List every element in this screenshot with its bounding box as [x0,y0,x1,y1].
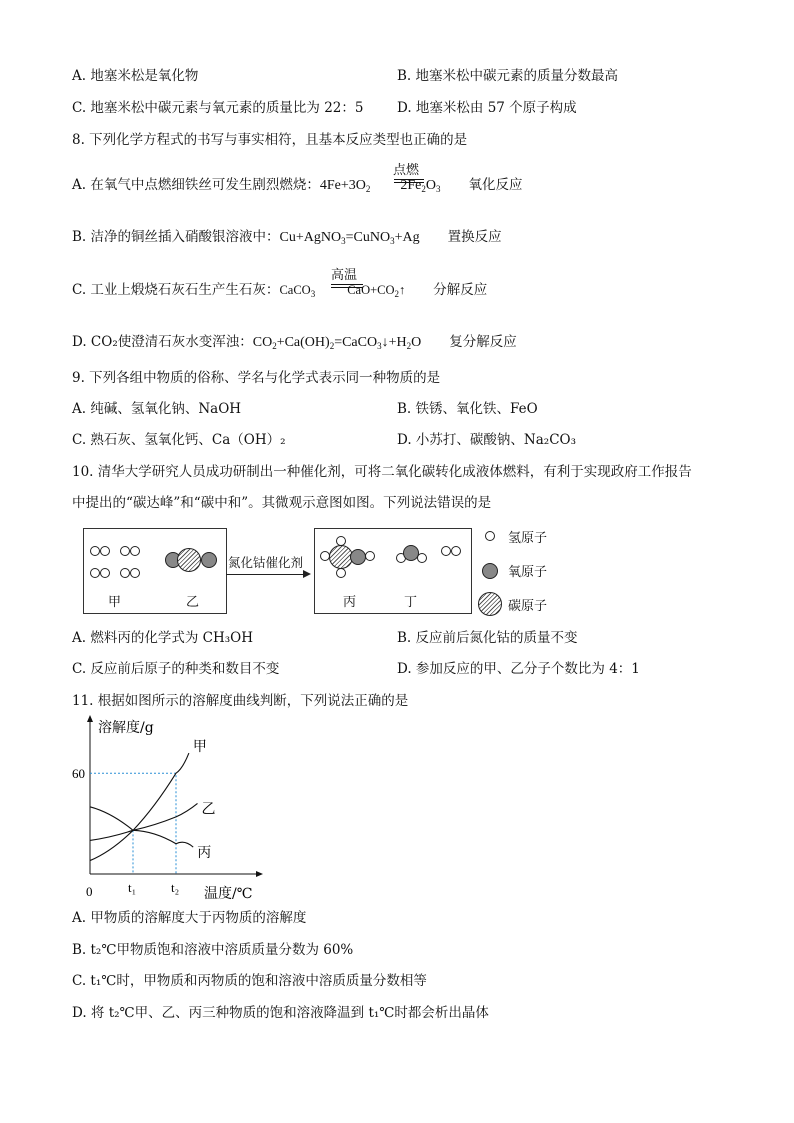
curve-3 [90,807,193,847]
q8-a-equal-sign [394,179,424,183]
q8-b-equation: Cu+AgNO$_3$=CuNO$_3$+Ag [279,230,420,246]
h-atom [130,568,140,578]
h-atom [130,546,140,556]
q8-c-rhs: $CaO+CO_2↑$ [347,283,406,299]
reaction-arrow-line [226,574,306,575]
origin-label: 0 [86,884,93,899]
label-yi: 乙 [186,595,200,610]
q11-stem: 11. 根据如图所示的溶解度曲线判断，下列说法正确的是 [72,693,409,709]
q10-option-a: A. 燃料丙的化学式为 CH₃OH [72,630,253,646]
h-atom [451,546,461,556]
legend-c-icon [478,592,502,616]
q9-option-b: B. 铁锈、氧化铁、FeO [397,401,538,417]
y-tick-label-60: 60 [72,766,85,782]
q8-c-type: 分解反应 [433,282,488,298]
q7-option-d: D. 地塞米松由 57 个原子构成 [397,100,577,116]
q10-option-c: C. 反应前后原子的种类和数目不变 [72,661,280,677]
q9-option-c: C. 熟石灰、氢氧化钙、Ca（OH）₂ [72,432,286,448]
c-atom [177,548,201,572]
q8-a-text: A. 在氧气中点燃细铁丝可发生剧烈燃烧： [72,177,320,193]
h-atom [365,551,375,561]
curve-2 [90,803,198,840]
curve-label-2: 乙 [201,801,216,818]
q8-a-rhs: $2Fe_2O_3$ [400,178,441,194]
legend-o-label: 氧原子 [508,565,548,580]
x-axis-label: 温度/℃ [204,886,253,902]
q10-option-b: B. 反应前后氮化钴的质量不变 [397,630,578,646]
q8-a-lhs: $4Fe+3O_2$ [319,178,371,194]
x-tick-label-2: t₂ [171,880,180,895]
o-atom [201,552,217,568]
h-atom [417,553,427,563]
q11-option-c: C. t₁℃时，甲物质和丙物质的饱和溶液中溶质质量分数相等 [72,973,427,989]
chart-layer [72,715,263,902]
h-atom [90,546,100,556]
q9-option-d: D. 小苏打、碳酸钠、Na₂CO₃ [397,432,577,448]
q10-stem-line2: 中提出的“碳达峰”和“碳中和”。其微观示意图如图。下列说法错误的是 [72,495,492,511]
legend-h-label: 氢原子 [508,531,548,546]
q8-c-lhs: CaCO$_3$ [279,283,316,299]
h-atom [90,568,100,578]
y-axis-label: 溶解度/g [98,720,154,736]
x-tick-label-1: t₁ [128,880,137,895]
q8-option-d [72,333,517,352]
q8-c-condition: 高温 [331,268,358,283]
catalyst-label: 氮化钴催化剂 [228,555,304,570]
solubility-chart [66,712,266,902]
q8-d-type: 复分解反应 [449,334,517,350]
q8-d-text: D. CO₂使澄清石灰水变浑浊： [72,334,253,350]
q7-option-a: A. 地塞米松是氧化物 [72,68,199,84]
q10-option-d: D. 参加反应的甲、乙分子个数比为 4：1 [397,661,640,677]
q10-stem-line1: 10. 清华大学研究人员成功研制出一种催化剂，可将二氧化碳转化成液体燃料，有利于实现政府工作报告 [72,464,692,480]
q11-option-b: B. t₂℃甲物质饱和溶液中溶质质量分数为 60% [72,942,354,958]
q7-option-c: C. 地塞米松中碳元素与氧元素的质量比为 22：5 [72,100,364,116]
h-atom [336,568,346,578]
h-atom [100,568,110,578]
q11-option-d: D. 将 t₂℃甲、乙、丙三种物质的饱和溶液降温到 t₁℃时都会析出晶体 [72,1005,489,1021]
q8-b-type: 置换反应 [447,229,502,245]
curve-1 [90,753,189,861]
q9-option-a: A. 纯碱、氢氧化钠、NaOH [72,401,242,417]
q8-d-equation: $CO_2+Ca(OH)_2=CaCO_3↓+H_2O$ [252,335,422,351]
label-ding: 丁 [404,595,418,610]
reaction-arrowhead [303,570,311,578]
o-atom [350,549,366,565]
q11-option-a: A. 甲物质的溶解度大于丙物质的溶解度 [72,910,307,926]
h-atom [120,546,130,556]
h-atom [441,546,451,556]
q8-option-a [72,176,522,195]
q8-a-condition: 点燃 [393,163,420,178]
q8-c-equal-sign [331,284,363,288]
x-axis-arrow [256,871,263,877]
legend-c-label: 碳原子 [508,599,548,614]
label-bing: 丙 [343,595,357,610]
curve-label-1: 甲 [192,739,207,756]
q8-stem: 8. 下列化学方程式的书写与事实相符，且基本反应类型也正确的是 [72,132,468,148]
q9-stem: 9. 下列各组中物质的俗称、学名与化学式表示同一种物质的是 [72,370,441,386]
legend-h-icon [485,531,495,541]
q8-c-text: C. 工业上煅烧石灰石生产生石灰： [72,282,280,298]
legend-o-icon [482,563,498,579]
q8-option-b [72,228,502,247]
h-atom [120,568,130,578]
q8-option-c [72,281,487,299]
q8-a-type: 氧化反应 [468,177,523,193]
label-jia: 甲 [108,595,122,610]
h-atom [100,546,110,556]
q7-option-b: B. 地塞米松中碳元素的质量分数最高 [397,68,619,84]
curve-label-3: 丙 [197,845,212,862]
y-axis-arrow [87,715,93,722]
q8-b-text: B. 洁净的铜丝插入硝酸银溶液中： [72,229,280,245]
